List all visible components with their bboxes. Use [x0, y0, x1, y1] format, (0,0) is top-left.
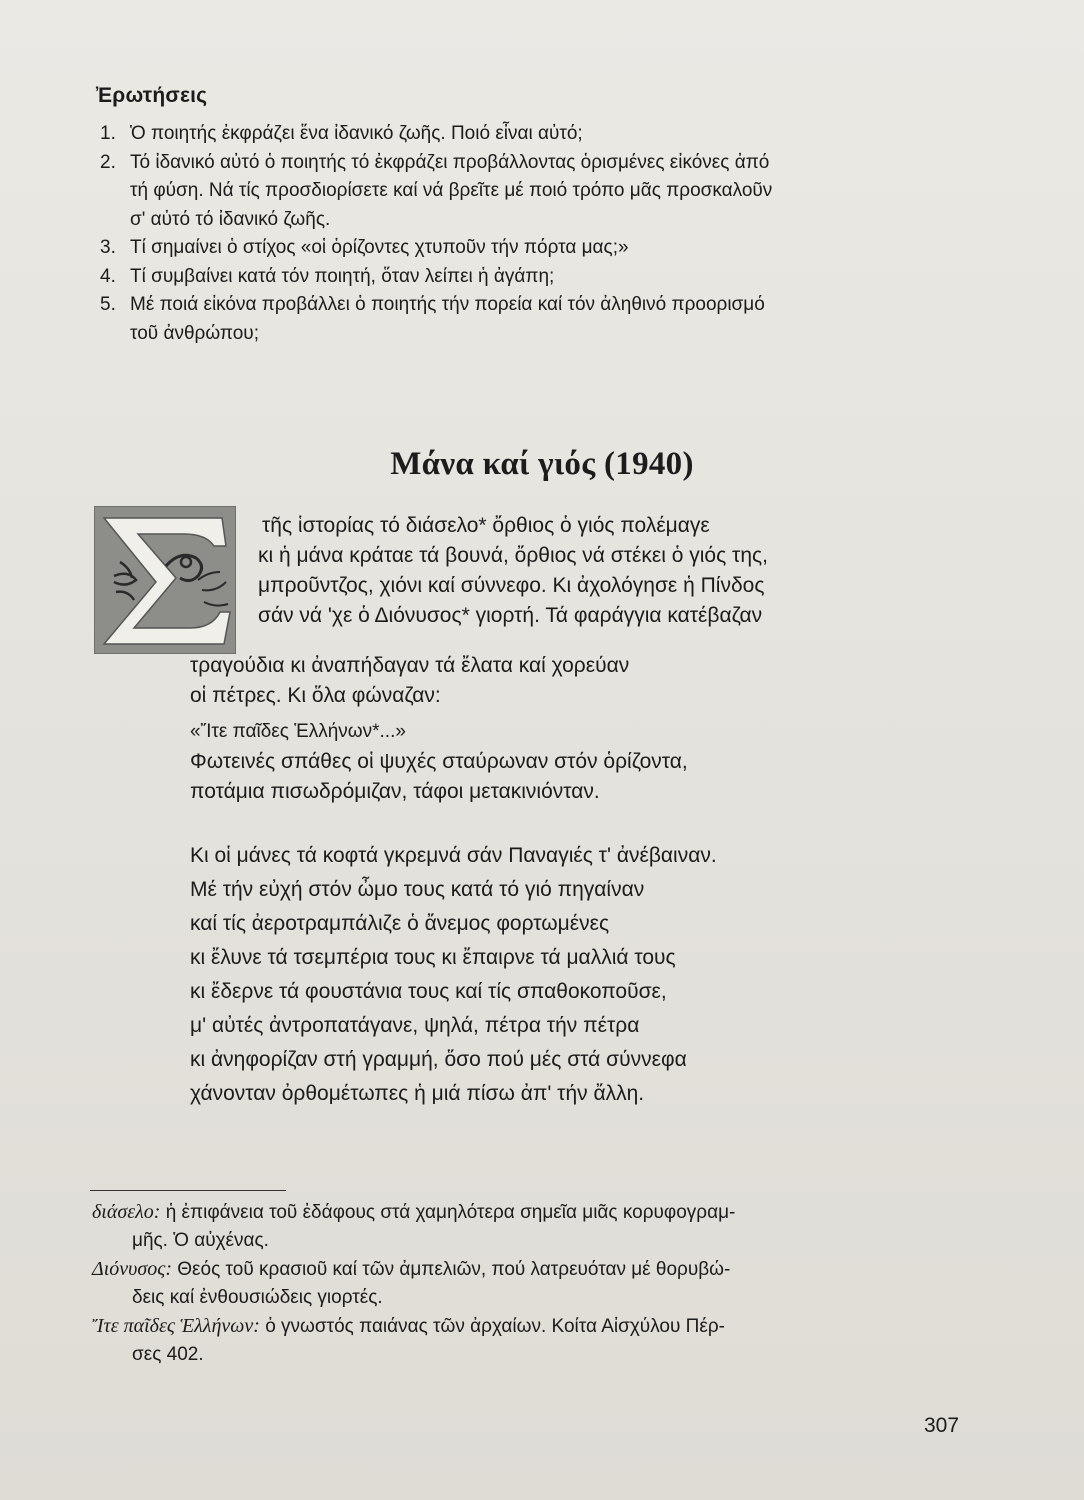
poem-line: οἱ πέτρες. Κι ὅλα φώναζαν:	[190, 684, 441, 707]
poem-line: Φωτεινές σπάθες οἱ ψυχές σταύρωναν στόν ὁρίζοντα,	[190, 750, 688, 773]
questions-list	[100, 120, 960, 348]
question-text: τοῦ ἀνθρώπου;	[130, 322, 259, 344]
question-text: Ὁ ποιητής ἐκφράζει ἕνα ἰδανικό ζωῆς. Ποιό εἶναι αὐτό;	[130, 123, 583, 144]
poem-line: τραγούδια κι ἀναπήδαγαν τά ἔλατα καί χορεύαν	[190, 654, 630, 677]
question-text: Τί συμβαίνει κατά τόν ποιητή, ὅταν λείπει ἡ ἀγάπη;	[130, 265, 555, 287]
poem-line: μ' αὐτές ἀντροπατάγανε, ψηλά, πέτρα τήν πέτρα	[190, 1014, 640, 1037]
footnote-text: ἡ ἐπιφάνεια τοῦ ἐδάφους στά χαμηλότερα σημεῖα μιᾶς κορυφογραμ-	[165, 1202, 736, 1223]
poem-line: χάνονταν ὀρθομέτωπες ἡ μιά πίσω ἀπ' τήν ἄλλη.	[190, 1082, 645, 1105]
footnote	[92, 1198, 972, 1227]
footnote-text: Θεός τοῦ κρασιοῦ καί τῶν ἀμπελιῶν, πού λατρευόταν μέ θορυβώ-	[177, 1259, 731, 1280]
decorated-initial-sigma-icon	[94, 506, 236, 654]
question-text: σ' αὐτό τό ἰδανικό ζωῆς.	[130, 208, 331, 230]
poem-line: ποτάμια πισωδρόμιζαν, τάφοι μετακινιόνταν.	[190, 780, 600, 803]
footnote-text: ὁ γνωστός παιάνας τῶν ἀρχαίων. Κοίτα Αἰσχύλου Πέρ-	[265, 1316, 725, 1337]
footnote-term: Ἴτε παῖδες Ἑλλήνων:	[92, 1315, 260, 1337]
poem-line: Κι οἱ μάνες τά κοφτά γκρεμνά σάν Παναγιές τ' ἀνέβαιναν.	[190, 844, 717, 867]
question-text: Μέ ποιά εἰκόνα προβάλλει ὁ ποιητής τήν πορεία καί τόν ἀληθινό προορισμό	[130, 294, 765, 315]
footnote	[92, 1255, 972, 1284]
question-number: 1.	[100, 123, 116, 144]
footnote-divider	[90, 1190, 286, 1191]
footnote-continuation: σες 402.	[132, 1344, 204, 1365]
footnotes	[92, 1198, 972, 1369]
poem-line: κι ἡ μάνα κράταε τά βουνά, ὄρθιος νά στέκει ὁ γιός της,	[258, 544, 768, 567]
question-text: Τό ἰδανικό αὐτό ὁ ποιητής τό ἐκφράζει προβάλλοντας ὁρισμένες εἰκόνες ἀπό	[130, 151, 770, 173]
poem-line: Μέ τήν εὐχή στόν ὦμο τους κατά τό γιό πηγαίναν	[190, 878, 645, 901]
footnote-term: Διόνυσος:	[92, 1258, 172, 1280]
question-number: 4.	[100, 265, 116, 287]
question-number: 5.	[100, 294, 116, 315]
poem-line: κι ἔλυνε τά τσεμπέρια τους κι ἔπαιρνε τά μαλλιά τους	[190, 946, 676, 969]
poem-line: σάν νά 'χε ὁ Διόνυσος* γιορτή. Τά φαράγγια κατέβαζαν	[258, 604, 763, 627]
poem-line: μπροῦντζος, χιόνι καί σύννεφο. Κι ἀχολόγησε ἡ Πίνδος	[258, 574, 765, 597]
questions-heading: Ἐρωτήσεις	[96, 84, 208, 107]
question-item	[100, 263, 960, 292]
question-text: τή φύση. Νά τίς προσδιορίσετε καί νά βρεῖτε μέ ποιό τρόπο μᾶς προσκαλοῦν	[130, 180, 773, 201]
poem-title: Μάνα καί γιός (1940)	[390, 446, 694, 482]
poem-line: κι ἔδερνε τά φουστάνια τους καί τίς σπαθοκοποῦσε,	[190, 980, 667, 1003]
question-number: 3.	[100, 237, 116, 258]
question-item	[100, 234, 960, 263]
question-item	[100, 120, 960, 149]
question-text: Τί σημαίνει ὁ στίχος «οἱ ὁρίζοντες χτυποῦν τήν πόρτα μας;»	[130, 237, 629, 258]
poem-line: τῆς ἱστορίας τό διάσελο* ὄρθιος ὁ γιός πολέμαγε	[262, 514, 710, 537]
page-number: 307	[924, 1414, 960, 1437]
question-number: 2.	[100, 151, 116, 173]
footnote-continuation: δεις καί ἐνθουσιώδεις γιορτές.	[132, 1287, 383, 1308]
poem-line: κι ἀνηφορίζαν στή γραμμή, ὅσο πού μές στά σύννεφα	[190, 1048, 687, 1071]
question-item	[100, 149, 960, 235]
footnote-continuation: μῆς. Ὁ αὐχένας.	[132, 1230, 269, 1251]
footnote	[92, 1312, 972, 1341]
footnote-term: διάσελο:	[92, 1201, 161, 1223]
poem-line: καί τίς ἀεροτραμπάλιζε ὁ ἄνεμος φορτωμένες	[190, 912, 610, 935]
question-item	[100, 291, 960, 348]
poem-line: «Ἴτε παῖδες Ἑλλήνων*...»	[190, 721, 406, 742]
